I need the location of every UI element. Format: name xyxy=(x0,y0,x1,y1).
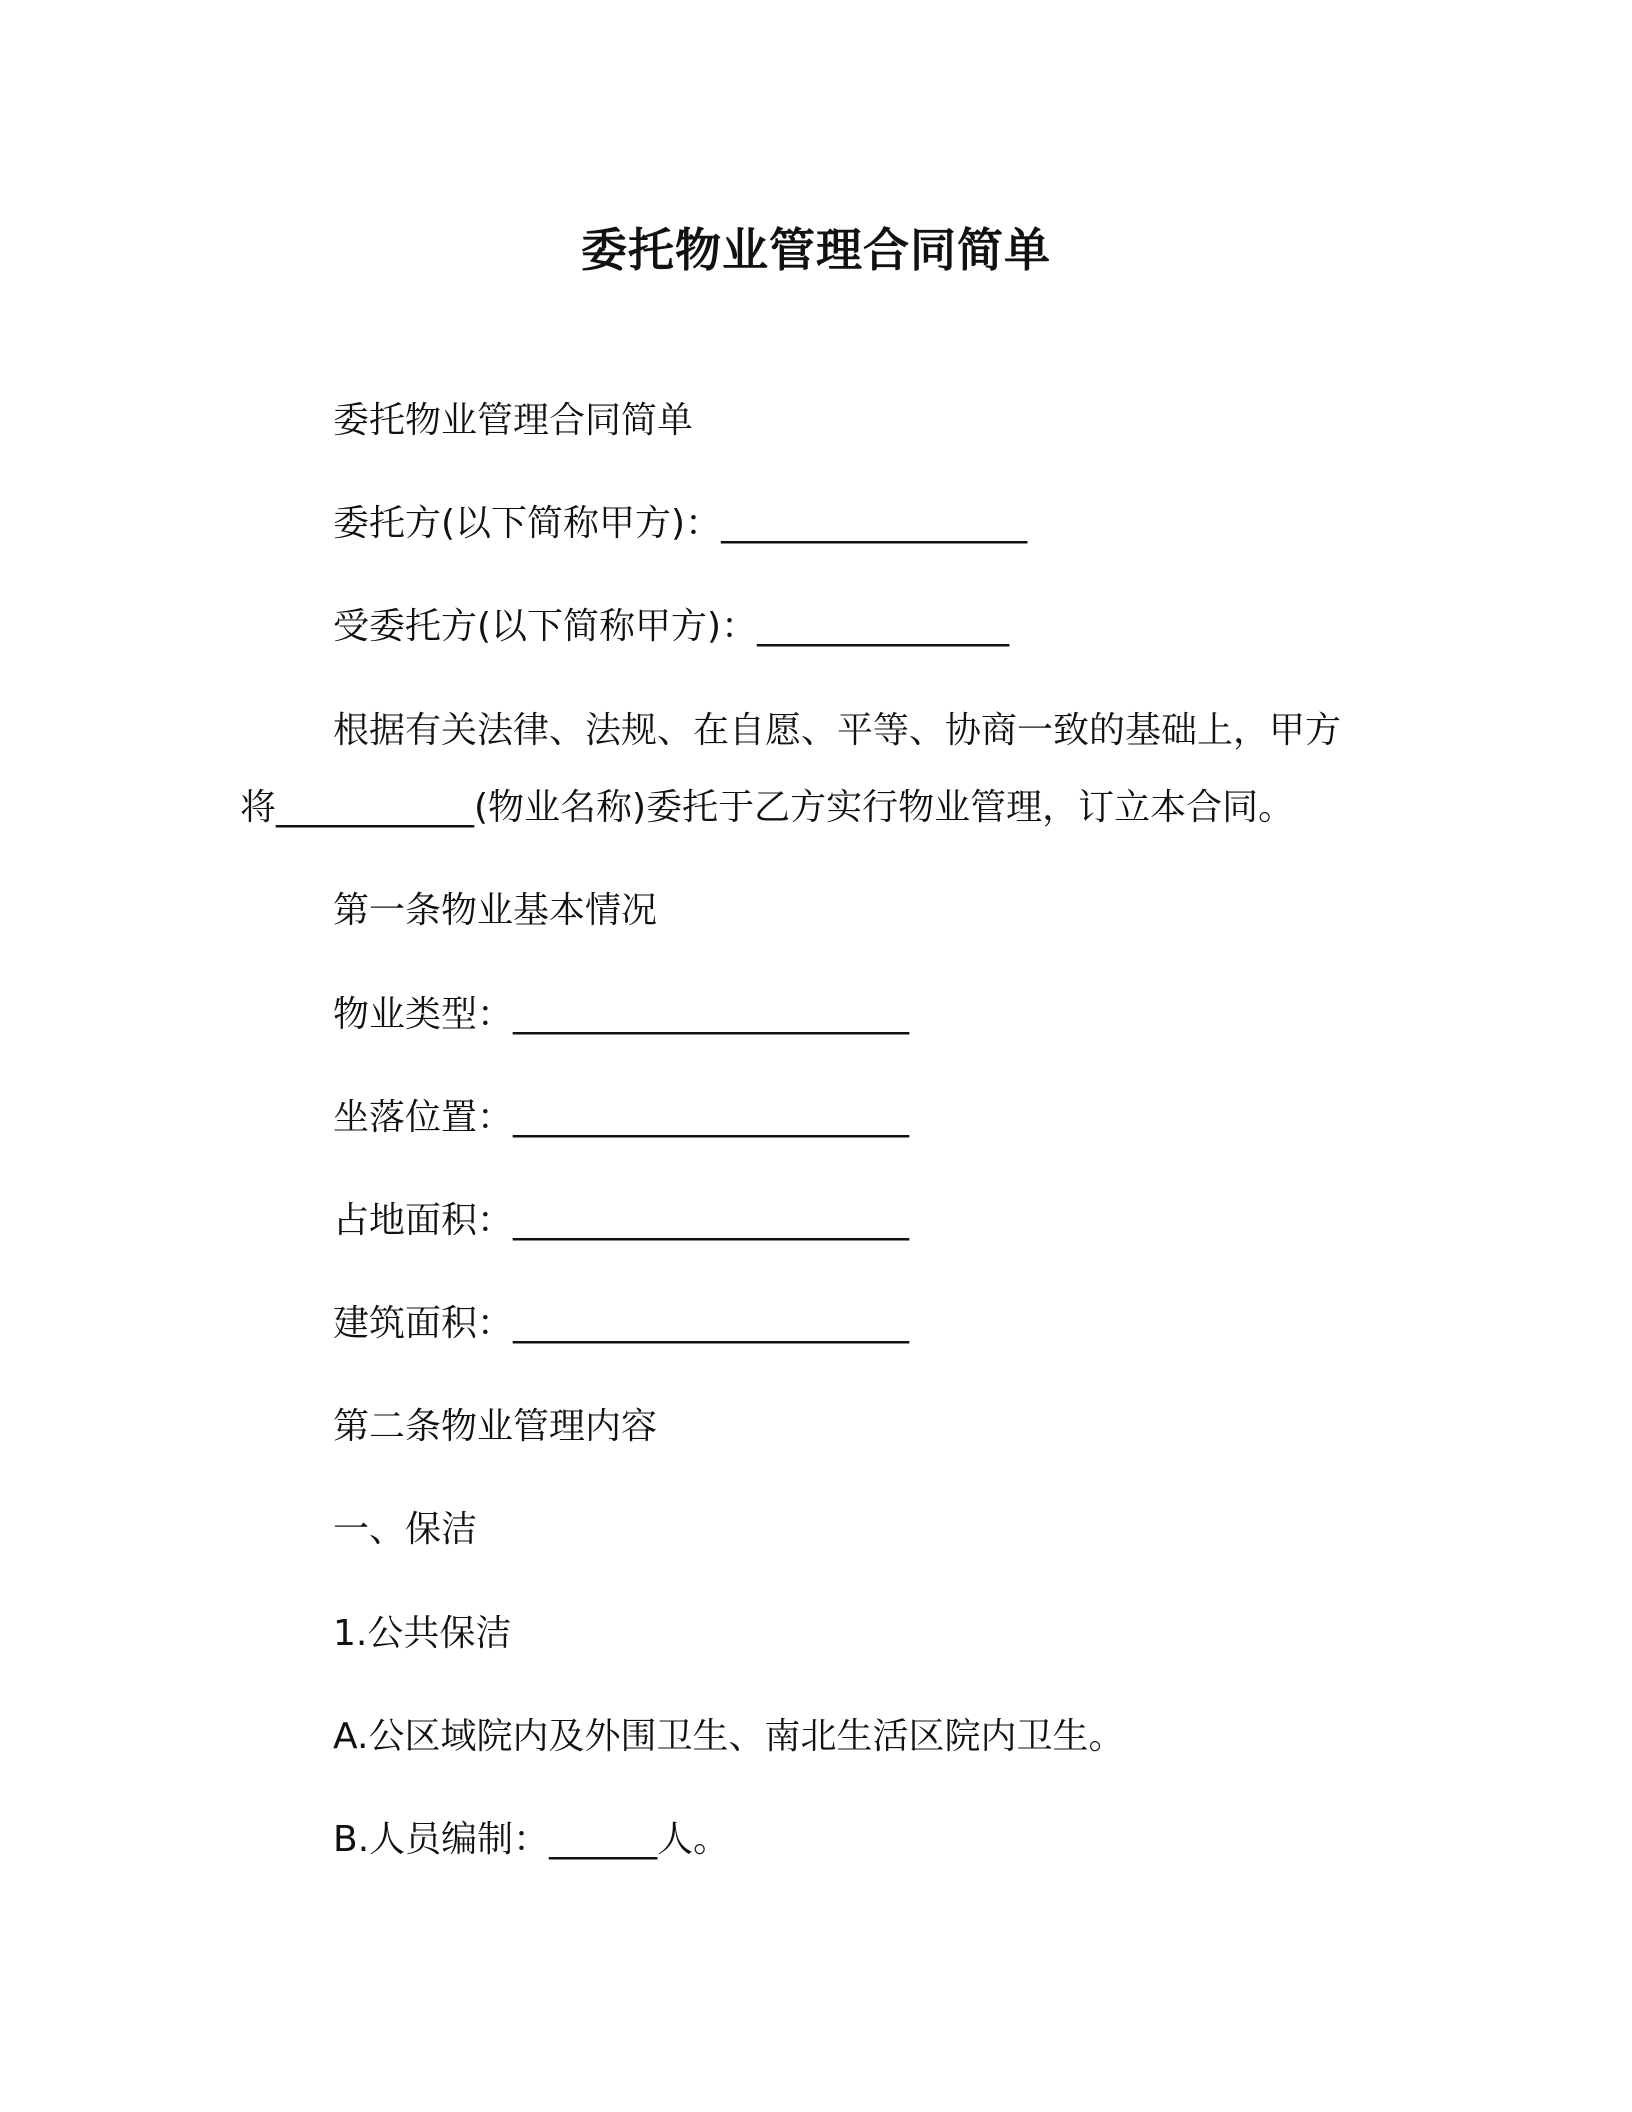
client-party-line: 委托方(以下简称甲方)：_________________ xyxy=(333,503,1028,544)
property-type-line: 物业类型：______________________ xyxy=(333,994,910,1035)
location-line: 坐落位置：______________________ xyxy=(333,1097,910,1138)
building-area-line: 建筑面积：______________________ xyxy=(333,1303,910,1344)
cleaning-item-a: A.公区域院内及外围卫生、南北生活区院内卫生。 xyxy=(333,1716,1125,1757)
document-title: 委托物业管理合同简单 xyxy=(581,223,1051,277)
subtitle-line: 委托物业管理合同简单 xyxy=(333,400,694,441)
trustee-party-line: 受委托方(以下简称甲方)：______________ xyxy=(333,606,1010,647)
land-area-line: 占地面积：______________________ xyxy=(333,1200,910,1241)
cleaning-item-b: B.人员编制：______人。 xyxy=(333,1819,730,1860)
article-two-heading: 第二条物业管理内容 xyxy=(333,1406,658,1447)
public-cleaning-heading: 1.公共保洁 xyxy=(333,1613,512,1654)
preamble-line-1: 根据有关法律、法规、在自愿、平等、协商一致的基础上，甲方 xyxy=(333,710,1342,751)
preamble-line-2: 将___________(物业名称)委托于乙方实行物业管理，订立本合同。 xyxy=(240,787,1295,828)
article-one-heading: 第一条物业基本情况 xyxy=(333,890,658,931)
cleaning-heading: 一、保洁 xyxy=(333,1509,478,1550)
